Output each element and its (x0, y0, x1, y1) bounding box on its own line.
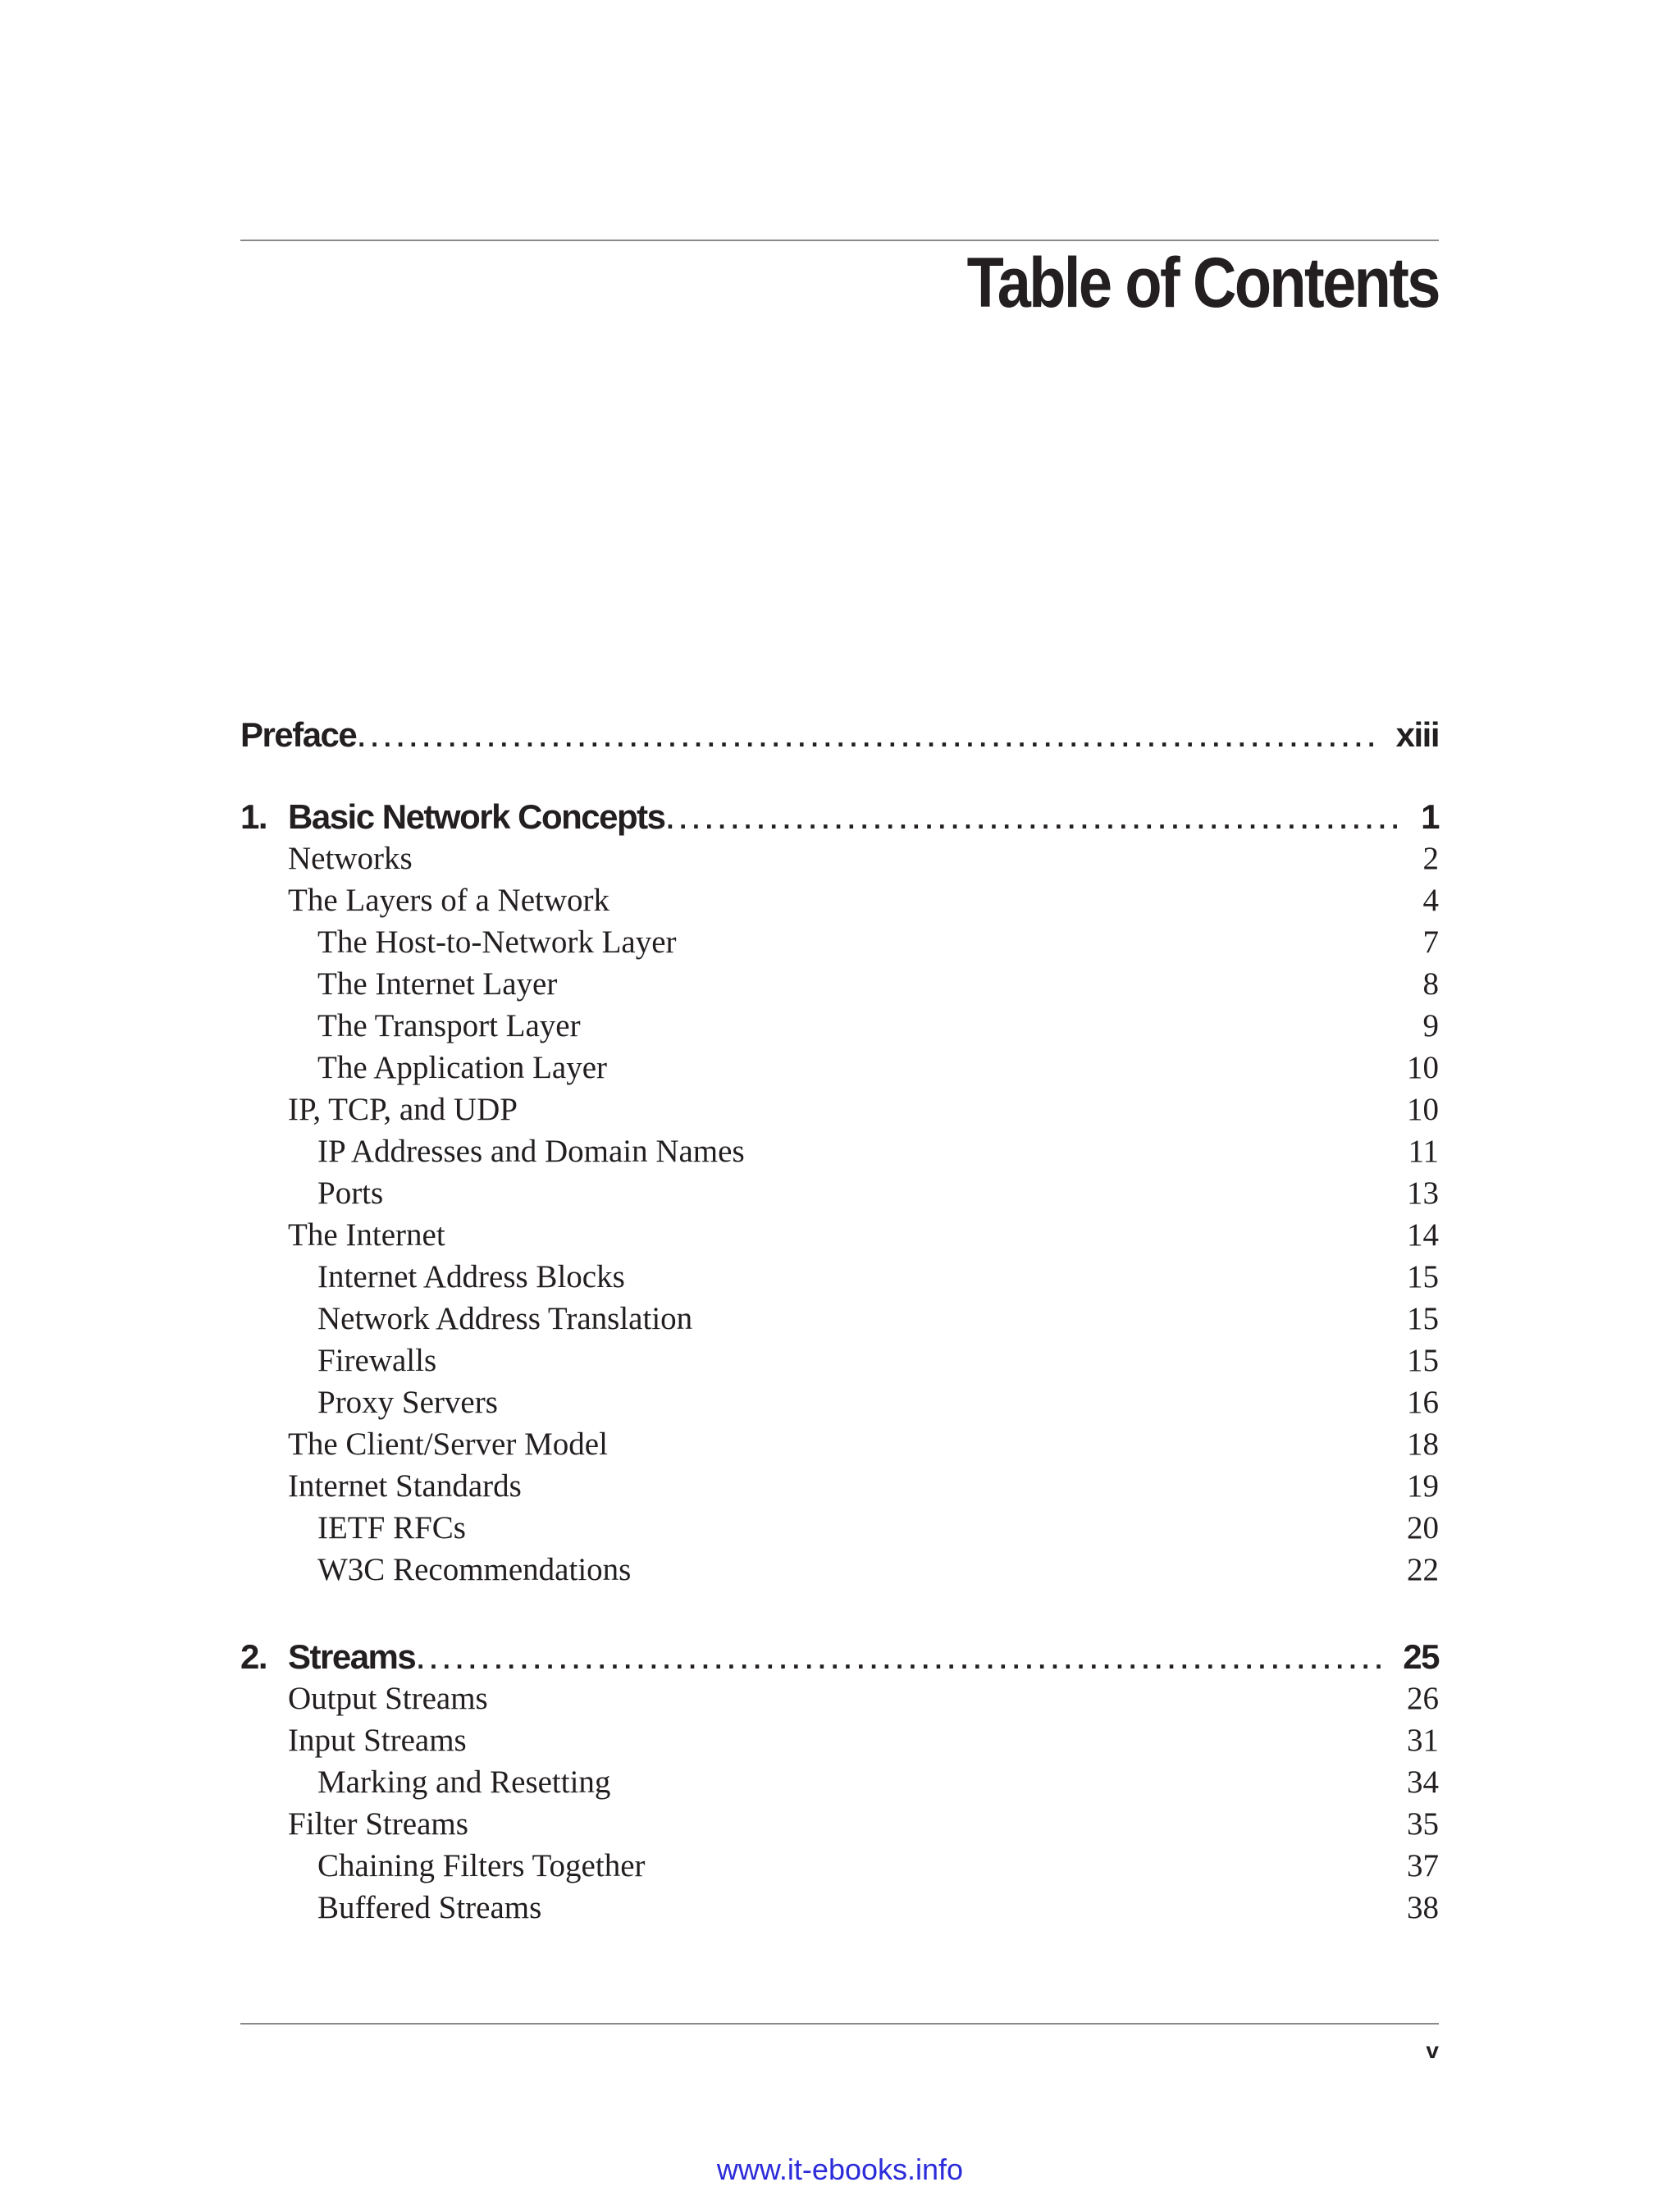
entry-title: Proxy Servers (317, 1385, 498, 1420)
entry-page: 18 (1407, 1427, 1439, 1462)
entry-page: 34 (1407, 1764, 1439, 1800)
toc-entry[interactable] (240, 1091, 1439, 1134)
entry-page: 10 (1407, 1050, 1439, 1085)
toc-subentry[interactable] (240, 1258, 1439, 1301)
chapter-page: 1 (1421, 797, 1439, 836)
chapter-number: 2. (240, 1637, 267, 1676)
entry-page: 13 (1407, 1176, 1439, 1211)
top-rule (240, 240, 1439, 241)
toc-subentry[interactable] (240, 1509, 1439, 1552)
entry-page: 8 (1422, 966, 1439, 1002)
entry-title: Marking and Resetting (317, 1764, 611, 1800)
toc-entry[interactable] (240, 1722, 1439, 1764)
entry-title: Network Address Translation (317, 1301, 693, 1336)
entry-title: Networks (288, 841, 413, 876)
toc-subentry[interactable] (240, 1175, 1439, 1217)
entry-page: 37 (1407, 1848, 1439, 1883)
entry-page: 20 (1407, 1510, 1439, 1545)
footer-link[interactable]: www.it-ebooks.info (716, 2152, 964, 2186)
entry-page: 9 (1422, 1008, 1439, 1043)
entry-title: Chaining Filters Together (317, 1848, 646, 1883)
page-number: v (1426, 2038, 1439, 2063)
toc-preface[interactable] (240, 715, 1439, 758)
entry-title: The Internet Layer (317, 966, 558, 1002)
chapter-title: Streams (288, 1637, 416, 1676)
entry-title: The Layers of a Network (288, 883, 609, 918)
toc-entry[interactable] (240, 1468, 1439, 1510)
chapter-title: Basic Network Concepts (288, 797, 665, 836)
preface-title: Preface (240, 715, 357, 754)
entry-page: 10 (1407, 1092, 1439, 1127)
toc-subentry[interactable] (240, 966, 1439, 1008)
entry-title: Internet Address Blocks (317, 1259, 625, 1294)
toc-entry[interactable] (240, 1680, 1439, 1723)
toc-entry[interactable] (240, 882, 1439, 924)
entry-page: 38 (1407, 1890, 1439, 1925)
entry-title: Buffered Streams (317, 1890, 542, 1925)
entry-title: The Host-to-Network Layer (317, 924, 677, 960)
entry-title: Firewalls (317, 1343, 437, 1378)
entry-page: 4 (1422, 883, 1439, 918)
entry-title: Filter Streams (288, 1806, 468, 1842)
entry-title: The Application Layer (317, 1050, 608, 1085)
entry-title: IP Addresses and Domain Names (317, 1134, 745, 1169)
chapter-page: 25 (1403, 1637, 1439, 1676)
entry-page: 15 (1407, 1343, 1439, 1378)
entry-title: Input Streams (288, 1723, 467, 1758)
toc-subentry[interactable] (240, 1342, 1439, 1385)
page-title: Table of Contents (966, 244, 1439, 322)
toc-subentry[interactable] (240, 1847, 1439, 1890)
dot-leader (666, 805, 1401, 835)
dot-leader (417, 1645, 1383, 1675)
preface-page: xiii (1395, 715, 1439, 754)
entry-title: Internet Standards (288, 1468, 522, 1504)
toc-entry[interactable] (240, 1217, 1439, 1259)
entry-page: 19 (1407, 1468, 1439, 1504)
entry-title: W3C Recommendations (317, 1552, 632, 1587)
toc-subentry[interactable] (240, 1007, 1439, 1050)
bottom-rule (240, 2023, 1439, 2025)
entry-page: 16 (1407, 1385, 1439, 1420)
entry-title: IETF RFCs (317, 1510, 466, 1545)
chapter-number: 1. (240, 797, 267, 836)
toc-subentry[interactable] (240, 1300, 1439, 1343)
entry-title: IP, TCP, and UDP (288, 1092, 518, 1127)
entry-page: 14 (1407, 1217, 1439, 1253)
toc-subentry[interactable] (240, 1551, 1439, 1594)
entry-page: 22 (1407, 1552, 1439, 1587)
entry-title: The Internet (288, 1217, 445, 1253)
toc-subentry[interactable] (240, 1133, 1439, 1176)
toc-subentry[interactable] (240, 924, 1439, 966)
entry-page: 11 (1408, 1134, 1439, 1169)
toc-subentry[interactable] (240, 1764, 1439, 1806)
toc-subentry[interactable] (240, 1889, 1439, 1932)
entry-title: Ports (317, 1176, 384, 1211)
entry-page: 31 (1407, 1723, 1439, 1758)
entry-title: The Transport Layer (317, 1008, 581, 1043)
entry-title: The Client/Server Model (288, 1427, 608, 1462)
toc-chapter-2[interactable] (240, 1637, 1439, 1680)
entry-page: 26 (1407, 1681, 1439, 1716)
entry-page: 2 (1422, 841, 1439, 876)
entry-page: 7 (1422, 924, 1439, 960)
toc-chapter-1[interactable] (240, 797, 1439, 840)
toc-subentry[interactable] (240, 1049, 1439, 1092)
entry-page: 15 (1407, 1301, 1439, 1336)
entry-page: 15 (1407, 1259, 1439, 1294)
dot-leader (358, 723, 1376, 753)
toc-subentry[interactable] (240, 1384, 1439, 1427)
toc-entry[interactable] (240, 1426, 1439, 1468)
entry-page: 35 (1407, 1806, 1439, 1842)
toc-entry[interactable] (240, 840, 1439, 883)
entry-title: Output Streams (288, 1681, 488, 1716)
toc-entry[interactable] (240, 1806, 1439, 1848)
